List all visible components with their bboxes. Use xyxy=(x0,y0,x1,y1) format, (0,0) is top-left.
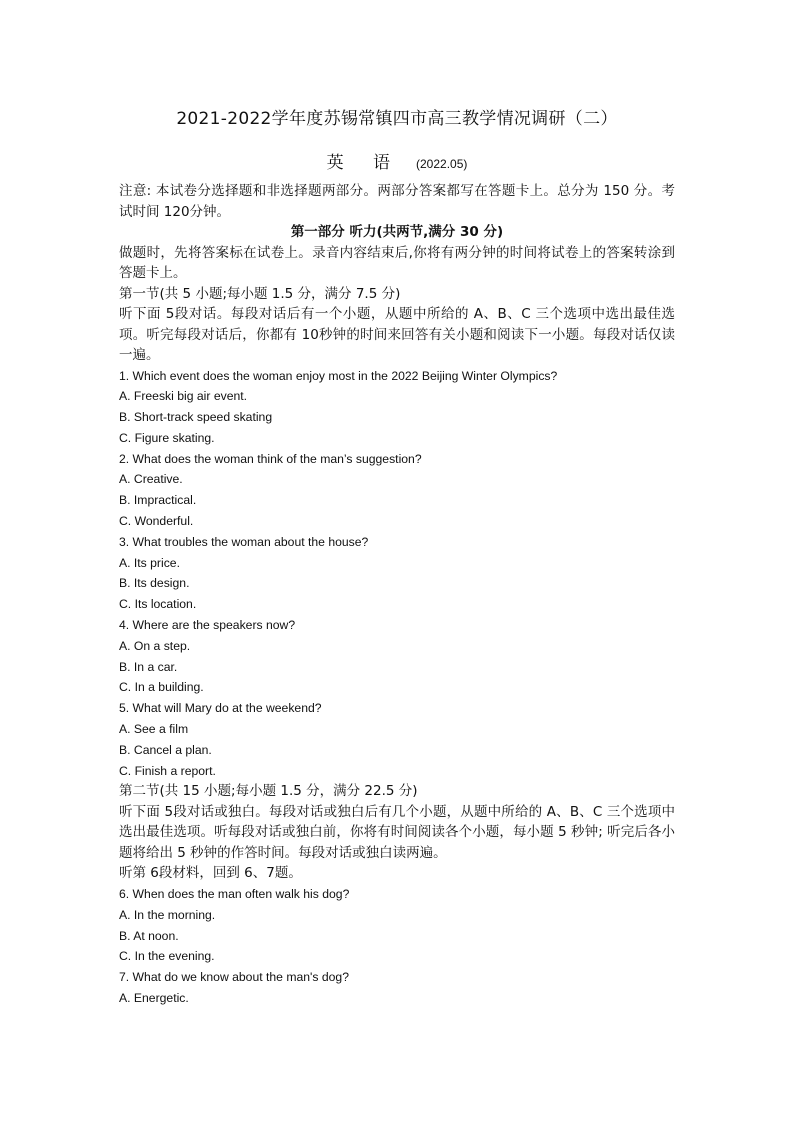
option-line: B. In a car. xyxy=(119,659,178,674)
option-line: B. Impractical. xyxy=(119,493,197,508)
part1-instructions: 做题时，先将答案标在试卷上。录音内容结束后,你将有两分钟的时间将试卷上的答案转涂到答题卡上。 xyxy=(119,244,675,281)
option-line: C. In a building. xyxy=(119,680,204,695)
question-line: 3. What troubles the woman about the house? xyxy=(119,534,369,549)
exam-date: (2022.05) xyxy=(416,157,468,171)
option-line: A. On a step. xyxy=(119,638,191,653)
option-line: A. Energetic. xyxy=(119,990,189,1005)
question-line: 6. When does the man often walk his dog? xyxy=(119,886,350,901)
section2-heading: 第二节(共 15 小题;每小题 1.5 分，满分 22.5 分) xyxy=(119,783,418,800)
exam-title: 2021-2022学年度苏锡常镇四市高三教学情况调研（二） xyxy=(176,109,618,129)
part1-heading: 第一部分 听力(共两节,满分 30 分) xyxy=(290,224,504,240)
subject-line xyxy=(0,148,794,173)
option-line: A. Creative. xyxy=(119,472,183,487)
subject-name: 英 语 xyxy=(326,153,403,173)
question-line: 2. What does the woman think of the man’s suggestion? xyxy=(119,451,422,466)
question-line: 5. What will Mary do at the weekend? xyxy=(119,701,322,716)
option-line: A. In the morning. xyxy=(119,907,216,922)
exam-body xyxy=(119,181,675,1009)
notice-paragraph: 注意: 本试卷分选择题和非选择题两部分。两部分答案都写在答题卡上。总分为 150 分。考试时间 120分钟。 xyxy=(119,183,675,220)
material-note: 听第 6段材料，回到 6、7题。 xyxy=(119,865,302,882)
option-line: B. At noon. xyxy=(119,928,179,943)
option-line: B. Cancel a plan. xyxy=(119,742,212,757)
option-line: C. In the evening. xyxy=(119,949,215,964)
option-line: A. Freeski big air event. xyxy=(119,389,248,404)
option-line: C. Finish a report. xyxy=(119,763,216,778)
option-line: A. Its price. xyxy=(119,555,180,570)
option-line: C. Wonderful. xyxy=(119,514,194,529)
question-line: 7. What do we know about the man's dog? xyxy=(119,970,349,985)
section1-heading: 第一节(共 5 小题;每小题 1.5 分，满分 7.5 分) xyxy=(119,285,401,302)
option-line: B. Short-track speed skating xyxy=(119,410,273,425)
question-line: 4. Where are the speakers now? xyxy=(119,618,296,633)
question-line: 1. Which event does the woman enjoy most in the 2022 Beijing Winter Olympics? xyxy=(119,368,558,383)
option-line: C. Its location. xyxy=(119,597,197,612)
option-line: C. Figure skating. xyxy=(119,430,215,445)
section1-question-list xyxy=(119,366,675,782)
option-line: A. See a film xyxy=(119,722,189,737)
option-line: B. Its design. xyxy=(119,576,190,591)
section1-instructions: 听下面 5段对话。每段对话后有一个小题，从题中所给的 A、B、C 三个选项中选出最佳选项。听完每段对话后，你都有 10秒钟的时间来回答有关小题和阅读下一小题。每段对话仅读一遍。 xyxy=(119,306,675,363)
section2-instructions: 听下面 5段对话或独白。每段对话或独白后有几个小题，从题中所给的 A、B、C 三个选项中选出最佳选项。听每段对话或独白前，你将有时间阅读各个小题，每小题 5 秒钟; 听完后各小题将给出 5 秒钟的作答时间。每段对话或独白读两遍。 xyxy=(119,803,675,861)
section2-question-list xyxy=(119,884,675,1009)
